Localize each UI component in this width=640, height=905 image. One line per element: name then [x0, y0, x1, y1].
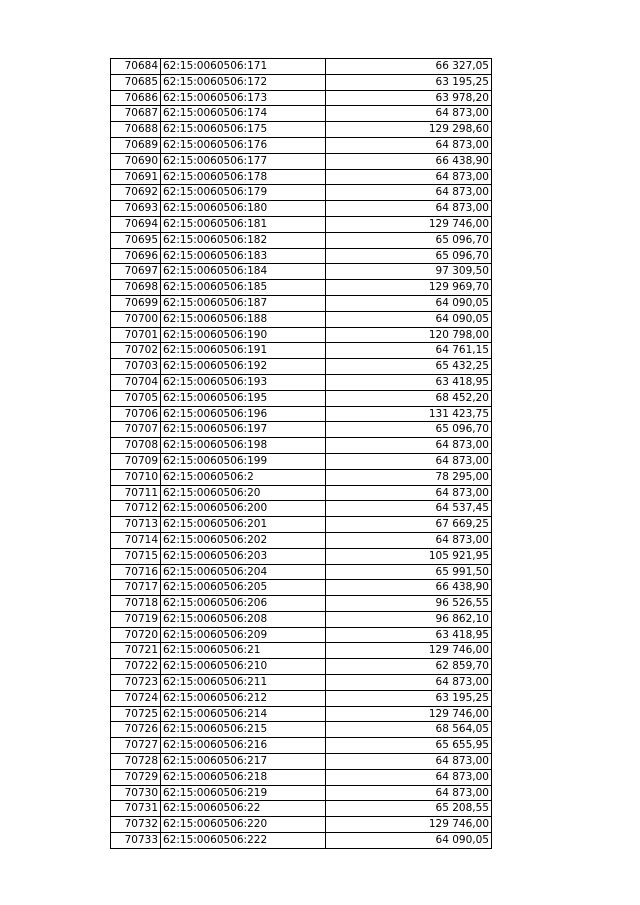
row-number-cell: 70714 — [111, 532, 161, 548]
cadastral-value-cell: 64 873,00 — [326, 785, 492, 801]
cadastral-value-cell: 64 873,00 — [326, 137, 492, 153]
table-row — [111, 738, 492, 754]
cadastral-value-cell: 63 418,95 — [326, 627, 492, 643]
cadastral-value-cell: 62 859,70 — [326, 659, 492, 675]
row-number-cell: 70687 — [111, 106, 161, 122]
row-number-cell: 70729 — [111, 769, 161, 785]
cadastral-value-cell: 63 978,20 — [326, 90, 492, 106]
cadastral-value-cell: 131 423,75 — [326, 406, 492, 422]
table-row — [111, 690, 492, 706]
row-number-cell: 70686 — [111, 90, 161, 106]
table-row — [111, 675, 492, 691]
table-row — [111, 311, 492, 327]
cadastral-number-cell: 62:15:0060506:212 — [161, 690, 326, 706]
row-number-cell: 70724 — [111, 690, 161, 706]
cadastral-value-cell: 68 452,20 — [326, 390, 492, 406]
cadastral-number-cell: 62:15:0060506:198 — [161, 438, 326, 454]
table-row — [111, 185, 492, 201]
table-row — [111, 232, 492, 248]
cadastral-number-cell: 62:15:0060506:179 — [161, 185, 326, 201]
cadastral-value-cell: 65 208,55 — [326, 801, 492, 817]
cadastral-value-table — [110, 58, 492, 849]
row-number-cell: 70705 — [111, 390, 161, 406]
cadastral-number-cell: 62:15:0060506:187 — [161, 295, 326, 311]
cadastral-number-cell: 62:15:0060506:191 — [161, 343, 326, 359]
cadastral-value-cell: 63 418,95 — [326, 374, 492, 390]
table-row — [111, 643, 492, 659]
cadastral-number-cell: 62:15:0060506:178 — [161, 169, 326, 185]
row-number-cell: 70703 — [111, 359, 161, 375]
row-number-cell: 70716 — [111, 564, 161, 580]
table-row — [111, 453, 492, 469]
table-row — [111, 137, 492, 153]
row-number-cell: 70733 — [111, 833, 161, 849]
table-row — [111, 564, 492, 580]
cadastral-value-cell: 63 195,25 — [326, 74, 492, 90]
cadastral-number-cell: 62:15:0060506:172 — [161, 74, 326, 90]
table-row — [111, 596, 492, 612]
cadastral-value-cell: 129 746,00 — [326, 216, 492, 232]
table-row — [111, 627, 492, 643]
cadastral-number-cell: 62:15:0060506:200 — [161, 501, 326, 517]
cadastral-number-cell: 62:15:0060506:171 — [161, 59, 326, 75]
cadastral-value-cell: 65 096,70 — [326, 248, 492, 264]
row-number-cell: 70699 — [111, 295, 161, 311]
row-number-cell: 70706 — [111, 406, 161, 422]
row-number-cell: 70709 — [111, 453, 161, 469]
table-row — [111, 769, 492, 785]
cadastral-number-cell: 62:15:0060506:175 — [161, 122, 326, 138]
row-number-cell: 70718 — [111, 596, 161, 612]
cadastral-number-cell: 62:15:0060506:206 — [161, 596, 326, 612]
cadastral-number-cell: 62:15:0060506:185 — [161, 280, 326, 296]
cadastral-number-cell: 62:15:0060506:215 — [161, 722, 326, 738]
row-number-cell: 70727 — [111, 738, 161, 754]
row-number-cell: 70697 — [111, 264, 161, 280]
row-number-cell: 70708 — [111, 438, 161, 454]
cadastral-value-cell: 65 655,95 — [326, 738, 492, 754]
table-row — [111, 201, 492, 217]
cadastral-value-cell: 129 746,00 — [326, 706, 492, 722]
table-row — [111, 485, 492, 501]
cadastral-value-cell: 64 873,00 — [326, 532, 492, 548]
cadastral-number-cell: 62:15:0060506:204 — [161, 564, 326, 580]
row-number-cell: 70689 — [111, 137, 161, 153]
row-number-cell: 70731 — [111, 801, 161, 817]
row-number-cell: 70728 — [111, 754, 161, 770]
cadastral-number-cell: 62:15:0060506:184 — [161, 264, 326, 280]
table-row — [111, 216, 492, 232]
table-row — [111, 153, 492, 169]
cadastral-value-cell: 129 298,60 — [326, 122, 492, 138]
cadastral-value-cell: 65 991,50 — [326, 564, 492, 580]
cadastral-value-cell: 64 873,00 — [326, 185, 492, 201]
cadastral-number-cell: 62:15:0060506:220 — [161, 817, 326, 833]
cadastral-value-cell: 64 873,00 — [326, 201, 492, 217]
cadastral-value-cell: 65 432,25 — [326, 359, 492, 375]
cadastral-number-cell: 62:15:0060506:217 — [161, 754, 326, 770]
row-number-cell: 70692 — [111, 185, 161, 201]
cadastral-number-cell: 62:15:0060506:176 — [161, 137, 326, 153]
table-row — [111, 548, 492, 564]
cadastral-value-cell: 96 862,10 — [326, 611, 492, 627]
cadastral-number-cell: 62:15:0060506:218 — [161, 769, 326, 785]
cadastral-number-cell: 62:15:0060506:2 — [161, 469, 326, 485]
row-number-cell: 70696 — [111, 248, 161, 264]
cadastral-value-cell: 64 873,00 — [326, 675, 492, 691]
row-number-cell: 70723 — [111, 675, 161, 691]
cadastral-number-cell: 62:15:0060506:222 — [161, 833, 326, 849]
row-number-cell: 70698 — [111, 280, 161, 296]
cadastral-value-cell: 64 873,00 — [326, 106, 492, 122]
table-row — [111, 90, 492, 106]
cadastral-number-cell: 62:15:0060506:214 — [161, 706, 326, 722]
table-body — [111, 59, 492, 849]
cadastral-number-cell: 62:15:0060506:209 — [161, 627, 326, 643]
table-row — [111, 754, 492, 770]
cadastral-value-cell: 65 096,70 — [326, 422, 492, 438]
cadastral-value-cell: 64 537,45 — [326, 501, 492, 517]
cadastral-number-cell: 62:15:0060506:193 — [161, 374, 326, 390]
row-number-cell: 70721 — [111, 643, 161, 659]
table-row — [111, 817, 492, 833]
table-row — [111, 532, 492, 548]
cadastral-number-cell: 62:15:0060506:216 — [161, 738, 326, 754]
cadastral-number-cell: 62:15:0060506:199 — [161, 453, 326, 469]
row-number-cell: 70717 — [111, 580, 161, 596]
table-row — [111, 706, 492, 722]
cadastral-value-cell: 97 309,50 — [326, 264, 492, 280]
table-row — [111, 611, 492, 627]
cadastral-number-cell: 62:15:0060506:182 — [161, 232, 326, 248]
cadastral-number-cell: 62:15:0060506:210 — [161, 659, 326, 675]
cadastral-number-cell: 62:15:0060506:22 — [161, 801, 326, 817]
cadastral-number-cell: 62:15:0060506:201 — [161, 517, 326, 533]
row-number-cell: 70701 — [111, 327, 161, 343]
table-row — [111, 390, 492, 406]
cadastral-value-cell: 78 295,00 — [326, 469, 492, 485]
cadastral-number-cell: 62:15:0060506:202 — [161, 532, 326, 548]
table-row — [111, 74, 492, 90]
table-row — [111, 169, 492, 185]
table-row — [111, 833, 492, 849]
cadastral-number-cell: 62:15:0060506:180 — [161, 201, 326, 217]
table-row — [111, 801, 492, 817]
row-number-cell: 70704 — [111, 374, 161, 390]
row-number-cell: 70690 — [111, 153, 161, 169]
cadastral-number-cell: 62:15:0060506:21 — [161, 643, 326, 659]
row-number-cell: 70730 — [111, 785, 161, 801]
table-row — [111, 327, 492, 343]
table-row — [111, 122, 492, 138]
row-number-cell: 70702 — [111, 343, 161, 359]
cadastral-value-cell: 105 921,95 — [326, 548, 492, 564]
cadastral-value-cell: 63 195,25 — [326, 690, 492, 706]
cadastral-value-cell: 64 090,05 — [326, 295, 492, 311]
cadastral-value-cell: 129 746,00 — [326, 643, 492, 659]
row-number-cell: 70695 — [111, 232, 161, 248]
cadastral-value-cell: 64 873,00 — [326, 769, 492, 785]
table-row — [111, 248, 492, 264]
cadastral-number-cell: 62:15:0060506:190 — [161, 327, 326, 343]
cadastral-value-cell: 64 873,00 — [326, 438, 492, 454]
cadastral-value-cell: 66 438,90 — [326, 153, 492, 169]
table-row — [111, 659, 492, 675]
cadastral-value-cell: 64 873,00 — [326, 453, 492, 469]
cadastral-value-cell: 66 438,90 — [326, 580, 492, 596]
cadastral-value-cell: 64 873,00 — [326, 169, 492, 185]
table-row — [111, 580, 492, 596]
cadastral-value-cell: 64 090,05 — [326, 833, 492, 849]
row-number-cell: 70715 — [111, 548, 161, 564]
row-number-cell: 70725 — [111, 706, 161, 722]
cadastral-value-cell: 66 327,05 — [326, 59, 492, 75]
cadastral-value-cell: 64 873,00 — [326, 754, 492, 770]
table-row — [111, 406, 492, 422]
table-row — [111, 359, 492, 375]
cadastral-value-cell: 64 761,15 — [326, 343, 492, 359]
cadastral-number-cell: 62:15:0060506:195 — [161, 390, 326, 406]
cadastral-value-cell: 64 090,05 — [326, 311, 492, 327]
cadastral-value-cell: 129 746,00 — [326, 817, 492, 833]
table-row — [111, 343, 492, 359]
row-number-cell: 70688 — [111, 122, 161, 138]
cadastral-number-cell: 62:15:0060506:173 — [161, 90, 326, 106]
table-row — [111, 517, 492, 533]
table-row — [111, 785, 492, 801]
row-number-cell: 70694 — [111, 216, 161, 232]
cadastral-number-cell: 62:15:0060506:192 — [161, 359, 326, 375]
row-number-cell: 70711 — [111, 485, 161, 501]
cadastral-value-cell: 64 873,00 — [326, 485, 492, 501]
table-row — [111, 374, 492, 390]
table-row — [111, 501, 492, 517]
row-number-cell: 70710 — [111, 469, 161, 485]
row-number-cell: 70712 — [111, 501, 161, 517]
row-number-cell: 70684 — [111, 59, 161, 75]
table-row — [111, 264, 492, 280]
cadastral-number-cell: 62:15:0060506:174 — [161, 106, 326, 122]
row-number-cell: 70719 — [111, 611, 161, 627]
row-number-cell: 70700 — [111, 311, 161, 327]
row-number-cell: 70713 — [111, 517, 161, 533]
cadastral-number-cell: 62:15:0060506:188 — [161, 311, 326, 327]
row-number-cell: 70726 — [111, 722, 161, 738]
cadastral-number-cell: 62:15:0060506:208 — [161, 611, 326, 627]
table-row — [111, 422, 492, 438]
cadastral-value-cell: 96 526,55 — [326, 596, 492, 612]
row-number-cell: 70691 — [111, 169, 161, 185]
cadastral-number-cell: 62:15:0060506:177 — [161, 153, 326, 169]
row-number-cell: 70685 — [111, 74, 161, 90]
table-row — [111, 722, 492, 738]
cadastral-value-cell: 120 798,00 — [326, 327, 492, 343]
table-row — [111, 438, 492, 454]
row-number-cell: 70720 — [111, 627, 161, 643]
cadastral-number-cell: 62:15:0060506:205 — [161, 580, 326, 596]
cadastral-number-cell: 62:15:0060506:197 — [161, 422, 326, 438]
table-row — [111, 280, 492, 296]
table-row — [111, 469, 492, 485]
table-row — [111, 106, 492, 122]
table-row — [111, 295, 492, 311]
row-number-cell: 70732 — [111, 817, 161, 833]
row-number-cell: 70693 — [111, 201, 161, 217]
row-number-cell: 70722 — [111, 659, 161, 675]
cadastral-value-cell: 67 669,25 — [326, 517, 492, 533]
cadastral-value-cell: 65 096,70 — [326, 232, 492, 248]
cadastral-number-cell: 62:15:0060506:203 — [161, 548, 326, 564]
cadastral-number-cell: 62:15:0060506:219 — [161, 785, 326, 801]
cadastral-number-cell: 62:15:0060506:181 — [161, 216, 326, 232]
row-number-cell: 70707 — [111, 422, 161, 438]
cadastral-number-cell: 62:15:0060506:211 — [161, 675, 326, 691]
table-row — [111, 59, 492, 75]
cadastral-number-cell: 62:15:0060506:196 — [161, 406, 326, 422]
cadastral-value-cell: 129 969,70 — [326, 280, 492, 296]
cadastral-value-cell: 68 564,05 — [326, 722, 492, 738]
cadastral-number-cell: 62:15:0060506:183 — [161, 248, 326, 264]
cadastral-number-cell: 62:15:0060506:20 — [161, 485, 326, 501]
